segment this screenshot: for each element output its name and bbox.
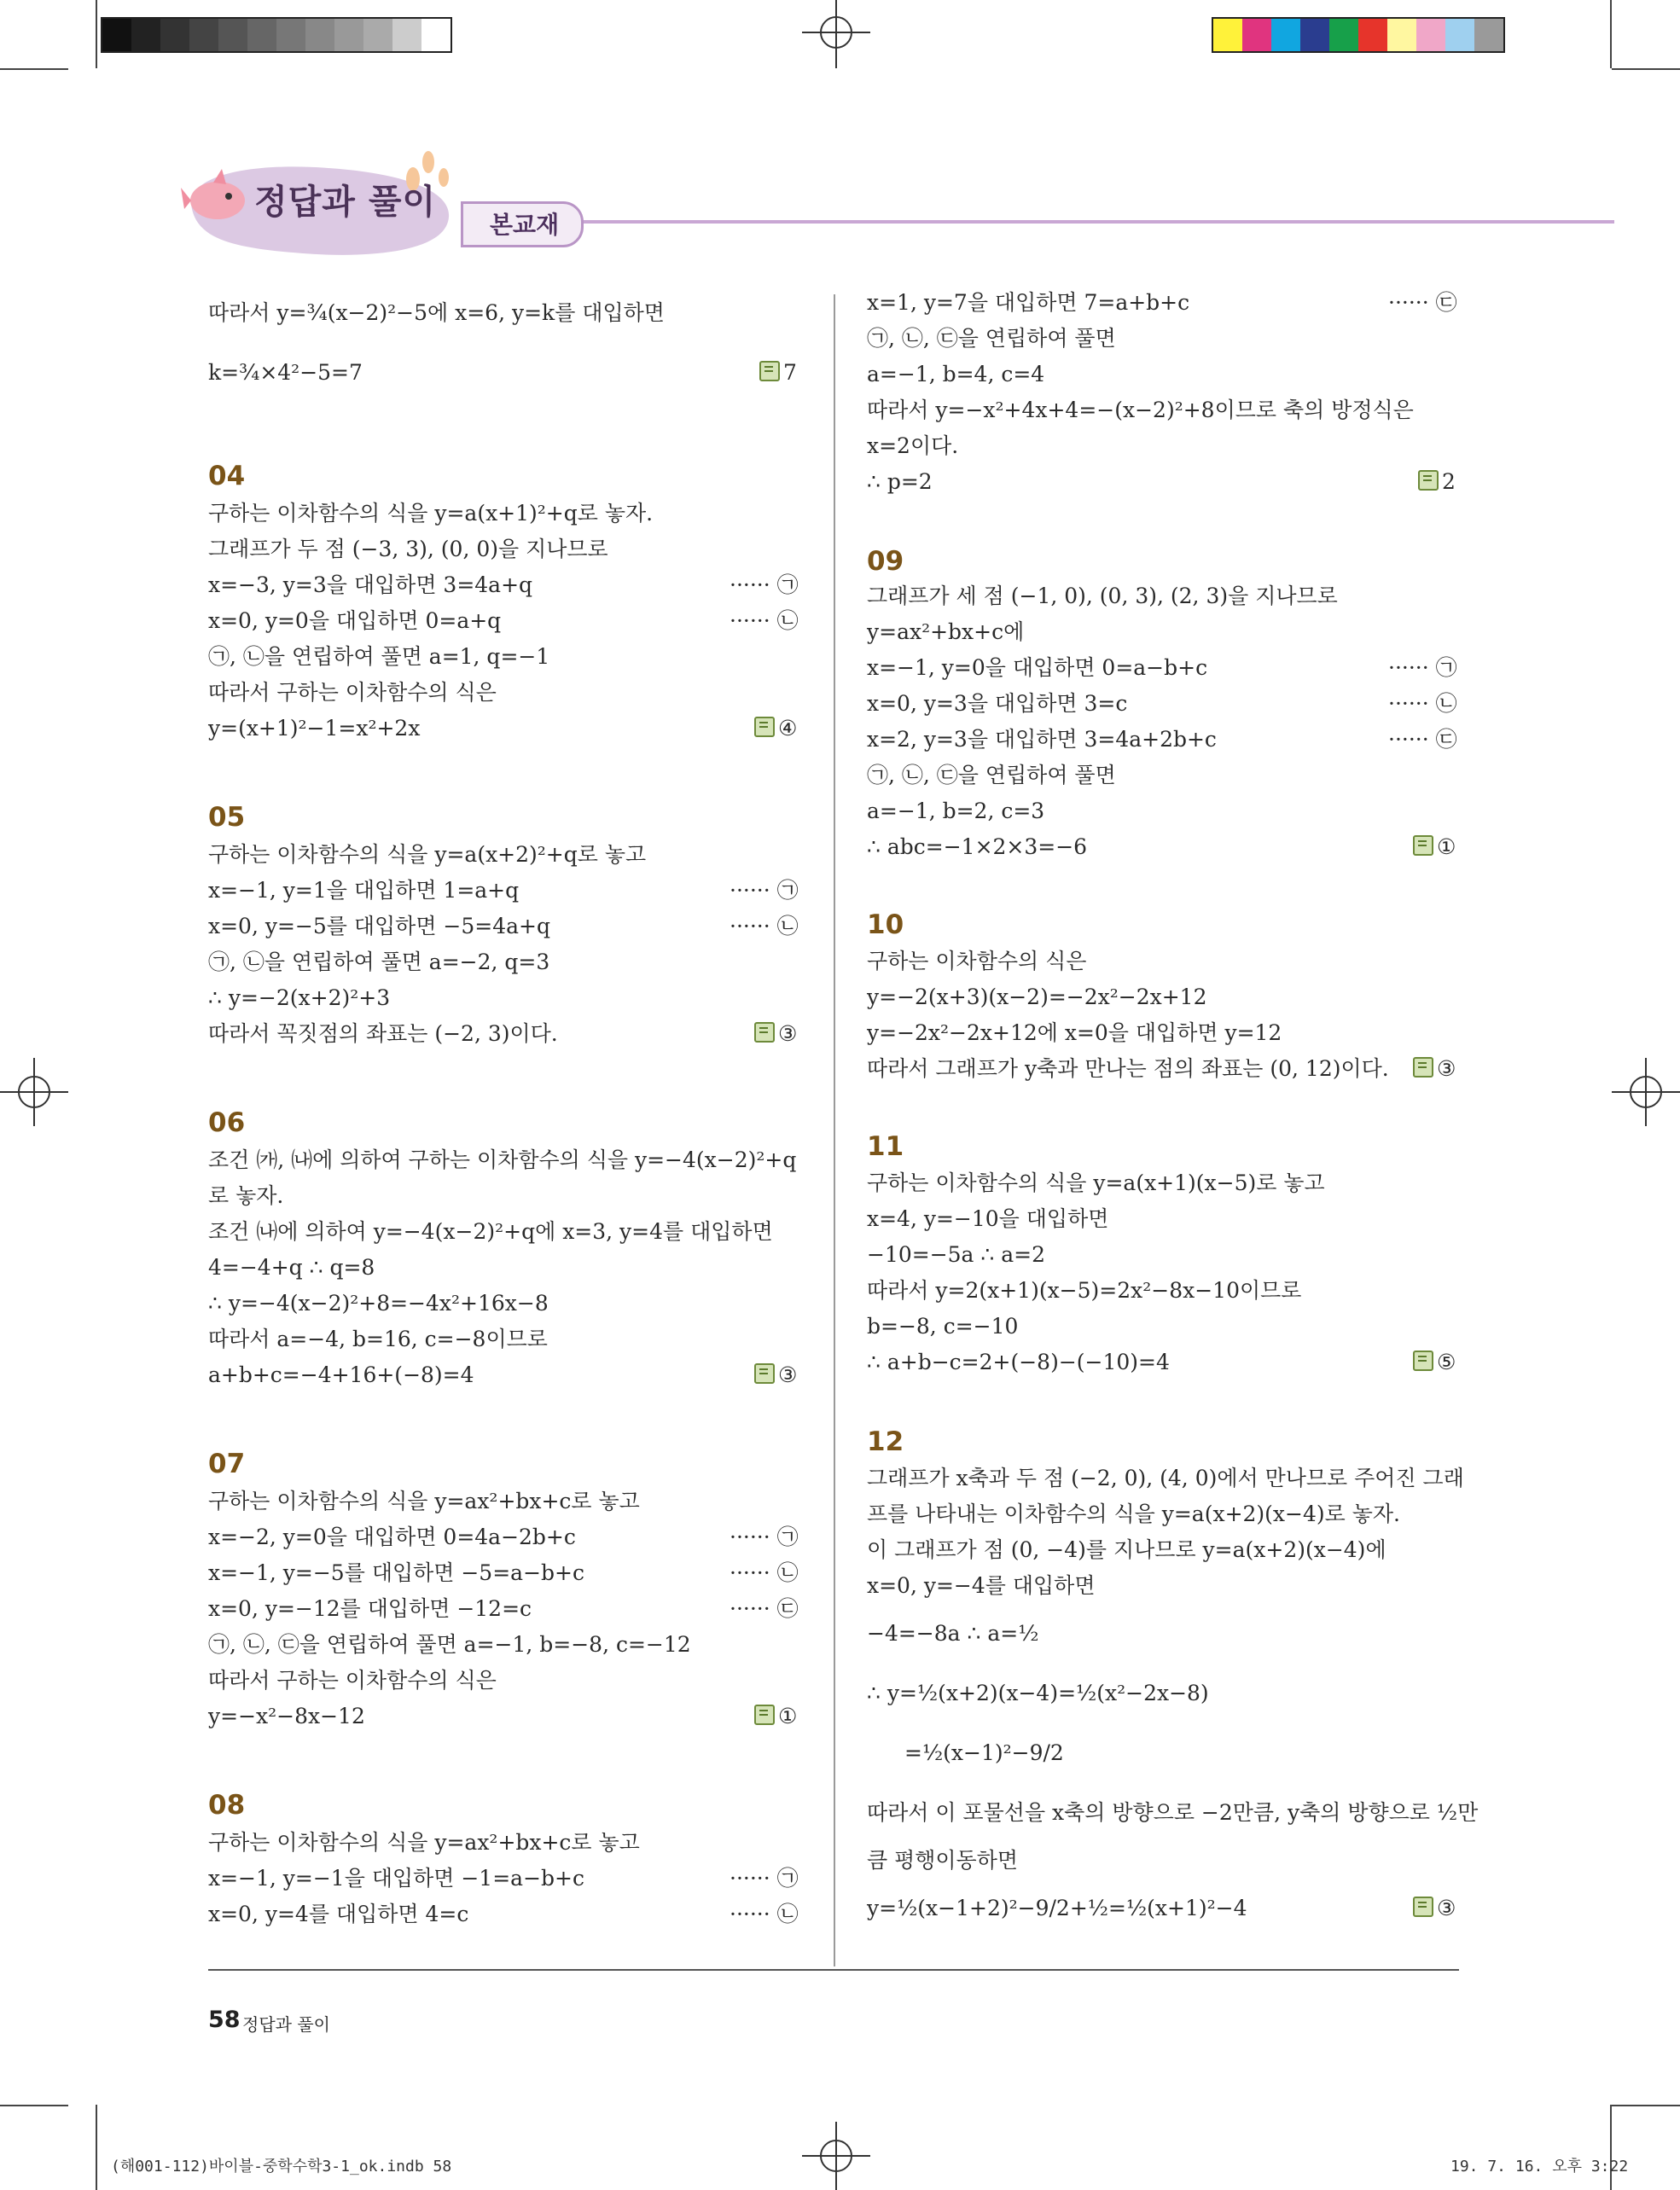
p08-mark-2: ······ ㉡ <box>730 1902 799 1926</box>
p11-line: 따라서 y=2(x+1)(x−5)=2x²−8x−10이므로 <box>867 1278 1302 1303</box>
color-swatch <box>1445 19 1474 51</box>
p04-mark-1: ······ ㉠ <box>730 572 799 597</box>
answer-icon <box>754 717 775 737</box>
p09-line: ∴ abc=−1×2×3=−6 <box>867 834 1088 859</box>
color-swatch <box>218 19 247 51</box>
color-swatch <box>1474 19 1503 51</box>
problem-number-11: 11 <box>867 1131 904 1162</box>
p12-answer: ③ <box>1413 1896 1456 1921</box>
p04-line: 그래프가 두 점 (−3, 3), (0, 0)을 지나므로 <box>208 537 608 561</box>
crop-mark <box>1612 68 1680 70</box>
p09-line: x=0, y=3을 대입하면 3=c <box>867 691 1128 716</box>
color-swatch <box>1416 19 1445 51</box>
header-rule <box>563 220 1614 224</box>
color-swatch <box>1213 19 1242 51</box>
p12-line: ∴ y=½(x+2)(x−4)=½(x²−2x−8) <box>867 1681 1209 1705</box>
p10-line: 구하는 이차함수의 식은 <box>867 949 1087 973</box>
p04-answer: ④ <box>754 716 797 741</box>
answer-icon <box>754 1363 775 1384</box>
process-color-bar <box>1212 17 1505 53</box>
p07-line: x=−2, y=0을 대입하면 0=4a−2b+c <box>208 1525 576 1549</box>
crop-mark <box>1612 2105 1680 2106</box>
p10-line: 따라서 그래프가 y축과 만나는 점의 좌표는 (0, 12)이다. <box>867 1056 1389 1081</box>
print-slug-file: (해001-112)바이블-중학수학3-1_ok.indb 58 <box>111 2158 452 2175</box>
color-swatch <box>276 19 305 51</box>
answer-icon <box>1413 1057 1433 1078</box>
intro-line-1: 따라서 y=¾(x−2)²−5에 x=6, y=k를 대입하면 <box>208 300 665 325</box>
dolphin-mascot-icon <box>179 162 256 230</box>
p07-line: x=0, y=−12를 대입하면 −12=c <box>208 1596 532 1621</box>
answer-icon <box>1418 470 1439 491</box>
p10-line: y=−2x²−2x+12에 x=0을 대입하면 y=12 <box>867 1020 1282 1045</box>
p05-line: 구하는 이차함수의 식을 y=a(x+2)²+q로 놓고 <box>208 842 647 867</box>
p04-line: ㉠, ㉡을 연립하여 풀면 a=1, q=−1 <box>208 644 550 669</box>
crop-mark <box>1610 2105 1612 2190</box>
p04-line: x=0, y=0을 대입하면 0=a+q <box>208 608 502 633</box>
p12-line: y=½(x−1+2)²−9/2+½=½(x+1)²−4 <box>867 1896 1247 1920</box>
problem-number-09: 09 <box>867 546 904 577</box>
registration-mark-right <box>1612 1058 1680 1126</box>
grayscale-color-bar <box>101 17 452 53</box>
p09-line: x=2, y=3을 대입하면 3=4a+2b+c <box>867 727 1217 752</box>
p07-line: 구하는 이차함수의 식을 y=ax²+bx+c로 놓고 <box>208 1489 640 1513</box>
p10-answer: ③ <box>1413 1056 1456 1082</box>
p07-answer: ① <box>754 1704 797 1729</box>
p12-line: 이 그래프가 점 (0, −4)를 지나므로 y=a(x+2)(x−4)에 <box>867 1537 1386 1562</box>
p07-line: y=−x²−8x−12 <box>208 1704 365 1728</box>
p11-line: −10=−5a ∴ a=2 <box>867 1242 1046 1267</box>
p12-line: =½(x−1)²−9/2 <box>904 1740 1064 1765</box>
p05-answer: ③ <box>754 1021 797 1047</box>
page-number: 58 <box>208 2007 241 2033</box>
p04-line: x=−3, y=3을 대입하면 3=4a+q <box>208 572 533 597</box>
p11-line: 구하는 이차함수의 식을 y=a(x+1)(x−5)로 놓고 <box>867 1171 1325 1195</box>
print-slug-date: 19. 7. 16. 오후 3:22 <box>1450 2158 1629 2175</box>
p07-mark-1: ······ ㉠ <box>730 1525 799 1549</box>
color-swatch <box>1271 19 1300 51</box>
intro-line-2: k=¾×4²−5=7 <box>208 360 363 385</box>
answer-icon <box>754 1705 775 1725</box>
p12-line: 따라서 이 포물선을 x축의 방향으로 −2만큼, y축의 방향으로 ½만 <box>867 1800 1479 1825</box>
p08-cont-line: ㉠, ㉡, ㉢을 연립하여 풀면 <box>867 326 1116 351</box>
color-swatch <box>363 19 392 51</box>
p05-line: x=0, y=−5를 대입하면 −5=4a+q <box>208 914 550 938</box>
crop-mark <box>0 68 68 70</box>
p05-mark-2: ······ ㉡ <box>730 914 799 938</box>
registration-mark-bottom <box>802 2122 870 2190</box>
p04-line: y=(x+1)²−1=x²+2x <box>208 716 421 741</box>
registration-mark-top <box>802 0 870 68</box>
p06-line: a+b+c=−4+16+(−8)=4 <box>208 1362 474 1387</box>
p12-line: −4=−8a ∴ a=½ <box>867 1621 1039 1646</box>
column-divider <box>834 294 835 1966</box>
crop-mark <box>0 2105 68 2106</box>
p11-line: b=−8, c=−10 <box>867 1314 1019 1339</box>
p08-cont-line: ∴ p=2 <box>867 469 933 494</box>
problem-number-07: 07 <box>208 1449 246 1479</box>
p05-line: 따라서 꼭짓점의 좌표는 (−2, 3)이다. <box>208 1021 558 1046</box>
p12-line: 큼 평행이동하면 <box>867 1848 1018 1873</box>
answer-icon <box>1413 1897 1433 1917</box>
p06-line: 로 놓자. <box>208 1183 284 1208</box>
p08-line: 구하는 이차함수의 식을 y=ax²+bx+c로 놓고 <box>208 1830 640 1855</box>
p12-line: 프를 나타내는 이차함수의 식을 y=a(x+2)(x−4)로 놓자. <box>867 1502 1400 1526</box>
p06-answer: ③ <box>754 1362 797 1388</box>
p09-line: y=ax²+bx+c에 <box>867 619 1025 644</box>
color-swatch <box>305 19 334 51</box>
p04-line: 구하는 이차함수의 식을 y=a(x+1)²+q로 놓자. <box>208 501 654 526</box>
crop-mark <box>96 0 97 68</box>
p08-cont-line: a=−1, b=4, c=4 <box>867 362 1045 386</box>
header-title: 정답과 풀이 <box>254 183 437 222</box>
p05-line: x=−1, y=1을 대입하면 1=a+q <box>208 878 520 903</box>
crop-mark <box>1610 0 1612 68</box>
p06-line: ∴ y=−4(x−2)²+8=−4x²+16x−8 <box>208 1291 549 1316</box>
p07-line: ㉠, ㉡, ㉢을 연립하여 풀면 a=−1, b=−8, c=−12 <box>208 1632 691 1657</box>
header-tag: 본교재 <box>490 211 560 239</box>
p09-line: ㉠, ㉡, ㉢을 연립하여 풀면 <box>867 763 1116 787</box>
color-swatch <box>131 19 160 51</box>
answer-icon <box>759 361 780 381</box>
color-swatch <box>1300 19 1329 51</box>
color-swatch <box>1387 19 1416 51</box>
p04-mark-2: ······ ㉡ <box>730 608 799 633</box>
p08-cont-line: x=2이다. <box>867 433 959 458</box>
p10-line: y=−2(x+3)(x−2)=−2x²−2x+12 <box>867 985 1207 1009</box>
p09-mark-2: ······ ㉡ <box>1388 691 1457 716</box>
p08-line: x=−1, y=−1을 대입하면 −1=a−b+c <box>208 1866 584 1891</box>
footer-rule <box>208 1969 1459 1971</box>
answer-icon <box>754 1022 775 1043</box>
answer-icon <box>1413 835 1433 856</box>
p09-line: x=−1, y=0을 대입하면 0=a−b+c <box>867 655 1208 680</box>
p09-line: a=−1, b=2, c=3 <box>867 799 1045 823</box>
color-swatch <box>1242 19 1271 51</box>
p11-line: x=4, y=−10을 대입하면 <box>867 1206 1109 1231</box>
color-swatch <box>102 19 131 51</box>
answer-icon <box>1413 1351 1433 1371</box>
color-swatch <box>189 19 218 51</box>
p06-line: 조건 ㈎, ㈏에 의하여 구하는 이차함수의 식을 y=−4(x−2)²+q <box>208 1147 797 1172</box>
registration-mark-left <box>0 1058 68 1126</box>
p05-mark-1: ······ ㉠ <box>730 878 799 903</box>
p08-mark-1: ······ ㉠ <box>730 1866 799 1891</box>
color-swatch <box>247 19 276 51</box>
intro-answer: 7 <box>759 360 797 386</box>
problem-number-10: 10 <box>867 909 904 940</box>
p08-mark-3: ······ ㉢ <box>1388 290 1457 315</box>
problem-number-05: 05 <box>208 802 246 833</box>
p06-line: 따라서 a=−4, b=16, c=−8이므로 <box>208 1327 548 1351</box>
p09-mark-1: ······ ㉠ <box>1388 655 1457 680</box>
p08-answer: 2 <box>1418 469 1456 495</box>
p07-mark-3: ······ ㉢ <box>730 1596 799 1621</box>
p12-line: x=0, y=−4를 대입하면 <box>867 1573 1096 1598</box>
p05-line: ㉠, ㉡을 연립하여 풀면 a=−2, q=3 <box>208 950 550 974</box>
color-swatch <box>160 19 189 51</box>
p07-line: x=−1, y=−5를 대입하면 −5=a−b+c <box>208 1560 584 1585</box>
p06-line: 조건 ㈏에 의하여 y=−4(x−2)²+q에 x=3, y=4를 대입하면 <box>208 1219 773 1244</box>
p09-mark-3: ······ ㉢ <box>1388 727 1457 752</box>
p04-line: 따라서 구하는 이차함수의 식은 <box>208 680 497 705</box>
p11-line: ∴ a+b−c=2+(−8)−(−10)=4 <box>867 1350 1170 1374</box>
problem-number-08: 08 <box>208 1790 246 1821</box>
p08-line: x=0, y=4를 대입하면 4=c <box>208 1902 469 1926</box>
p09-answer: ① <box>1413 834 1456 860</box>
p07-mark-2: ······ ㉡ <box>730 1560 799 1585</box>
color-swatch <box>334 19 363 51</box>
color-swatch <box>1358 19 1387 51</box>
p08-cont-line: 따라서 y=−x²+4x+4=−(x−2)²+8이므로 축의 방정식은 <box>867 398 1414 422</box>
crop-mark <box>96 2105 97 2190</box>
problem-number-06: 06 <box>208 1107 246 1138</box>
p09-line: 그래프가 세 점 (−1, 0), (0, 3), (2, 3)을 지나므로 <box>867 584 1338 608</box>
color-swatch <box>1329 19 1358 51</box>
p06-line: 4=−4+q ∴ q=8 <box>208 1255 375 1280</box>
color-swatch <box>392 19 421 51</box>
problem-number-12: 12 <box>867 1426 904 1457</box>
p12-line: 그래프가 x축과 두 점 (−2, 0), (4, 0)에서 만나므로 주어진 그래 <box>867 1466 1464 1490</box>
p11-answer: ⑤ <box>1413 1350 1456 1375</box>
p05-line: ∴ y=−2(x+2)²+3 <box>208 985 391 1010</box>
p08-cont-line: x=1, y=7을 대입하면 7=a+b+c <box>867 290 1190 315</box>
p07-line: 따라서 구하는 이차함수의 식은 <box>208 1668 497 1693</box>
problem-number-04: 04 <box>208 461 246 491</box>
page-label: 정답과 풀이 <box>242 2014 330 2035</box>
color-swatch <box>421 19 451 51</box>
